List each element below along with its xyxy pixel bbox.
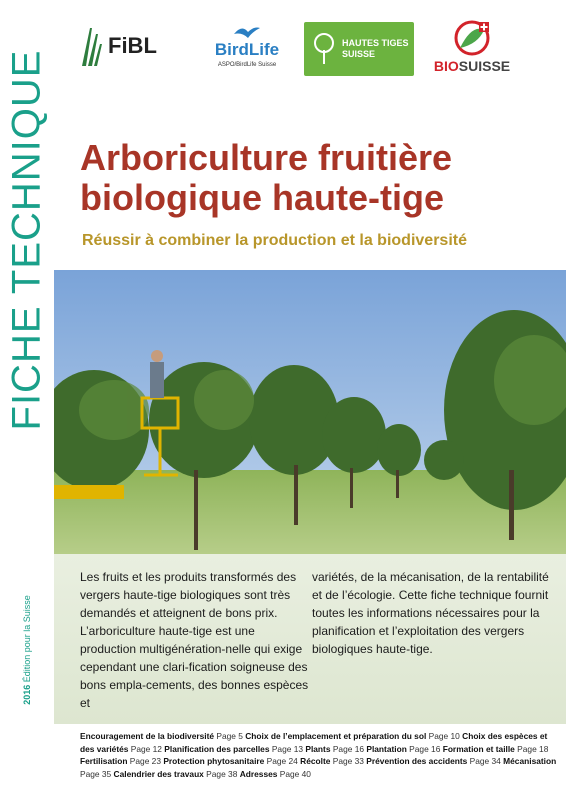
toc-entry-page: Page 18 xyxy=(514,743,549,754)
toc-entry-title: Plants xyxy=(305,743,331,754)
fibl-logo xyxy=(80,14,190,78)
title-line2: biologique haute-tige xyxy=(80,177,444,218)
toc-entry-title: Choix de l’emplacement et préparation du sol xyxy=(245,731,427,741)
partner-logos xyxy=(74,14,554,84)
intro-column-1: Les fruits et les produits transformés des vergers haute-tige biologiques sont très demandés et atteignent de bons prix. L’arboriculture haute-tige est une production multigénération-nelle qui exige cependant une clari-fication soigneuse des bons empla-cements, des bonnes espèces et xyxy=(80,570,309,710)
toc-entry-title: Planification des parcelles xyxy=(164,743,270,754)
birdlife-text: BirdLife xyxy=(214,40,280,59)
toc-entry-title: Mécanisation xyxy=(503,756,557,766)
toc-entry-page: Page 24 xyxy=(264,756,301,766)
toc-entry-page: Page 23 xyxy=(127,756,164,766)
edition-year: 2016 xyxy=(22,684,32,705)
hautes-tiges-line2: SUISSE xyxy=(342,49,376,59)
toc-entry-page: Page 34 xyxy=(467,756,504,766)
toc-entry-page: Page 10 xyxy=(426,731,463,741)
fibl-text: FiBL xyxy=(108,33,157,58)
toc-entry-title: Fertilisation xyxy=(80,756,128,766)
orchard-photo xyxy=(54,270,566,560)
toc-entry-page: Page 33 xyxy=(330,756,367,766)
bud-icon xyxy=(452,18,492,58)
toc-entry-page: Page 5 xyxy=(214,731,246,741)
biosuisse-logo xyxy=(432,14,512,78)
toc-entry-page: Page 12 xyxy=(128,743,165,754)
bird-icon xyxy=(232,24,262,40)
toc-entry-page: Page 16 xyxy=(406,743,443,754)
title-line1: Arboriculture fruitière xyxy=(80,137,453,178)
intro-column-2: variétés, de la mécanisation, de la rentabilité et de l’écologie. Cette fiche technique fournit toutes les informations nécessaires pour la planification et l’exploitation des vergers biologiques haute-tige. xyxy=(312,570,549,656)
biosuisse-bio: BIO xyxy=(433,58,459,74)
edition-label xyxy=(0,560,54,740)
toc-entry-title: Récolte xyxy=(300,756,331,766)
toc-entry-title: Calendrier des travaux xyxy=(113,768,204,779)
toc-entry-title: Adresses xyxy=(239,768,278,779)
hautes-tiges-line1: HAUTES TIGES xyxy=(342,38,409,48)
sidebar-title xyxy=(0,0,54,480)
fibl-mark-icon xyxy=(80,24,102,68)
toc-entry-title: Encouragement de la biodiversité xyxy=(80,731,215,741)
toc-entry-title: Protection phytosanitaire xyxy=(163,756,265,766)
toc-entry-page: Page 16 xyxy=(330,743,367,754)
toc-entry-title: Formation et taille xyxy=(442,743,515,754)
birdlife-subtext: ASPO/BirdLife Suisse xyxy=(217,62,277,68)
hautes-tiges-logo xyxy=(304,22,414,76)
sidebar-title-text: FICHE TECHNIQUE xyxy=(4,49,49,431)
intro-box xyxy=(54,554,566,724)
table-of-contents xyxy=(80,730,560,780)
toc-entry-page: Page 38 xyxy=(203,768,240,779)
toc-entry-page: Page 35 xyxy=(80,768,114,779)
toc-entry-title: Choix des espèces et des variétés xyxy=(80,731,548,754)
toc-entry-page: Page 13 xyxy=(269,743,306,754)
biosuisse-rest: SUISSE xyxy=(458,58,511,74)
sidebar xyxy=(0,0,54,800)
edition-text: Édition pour la Suisse xyxy=(22,595,32,683)
toc-entry-title: Plantation xyxy=(366,743,407,754)
page-title xyxy=(80,138,540,218)
tree-icon xyxy=(312,32,336,66)
birdlife-logo xyxy=(202,14,292,78)
page-subtitle: Réussir à combiner la production et la biodiversité xyxy=(82,232,467,249)
toc-entry-title: Prévention des accidents xyxy=(366,756,468,766)
toc-entry-page: Page 40 xyxy=(277,768,311,779)
